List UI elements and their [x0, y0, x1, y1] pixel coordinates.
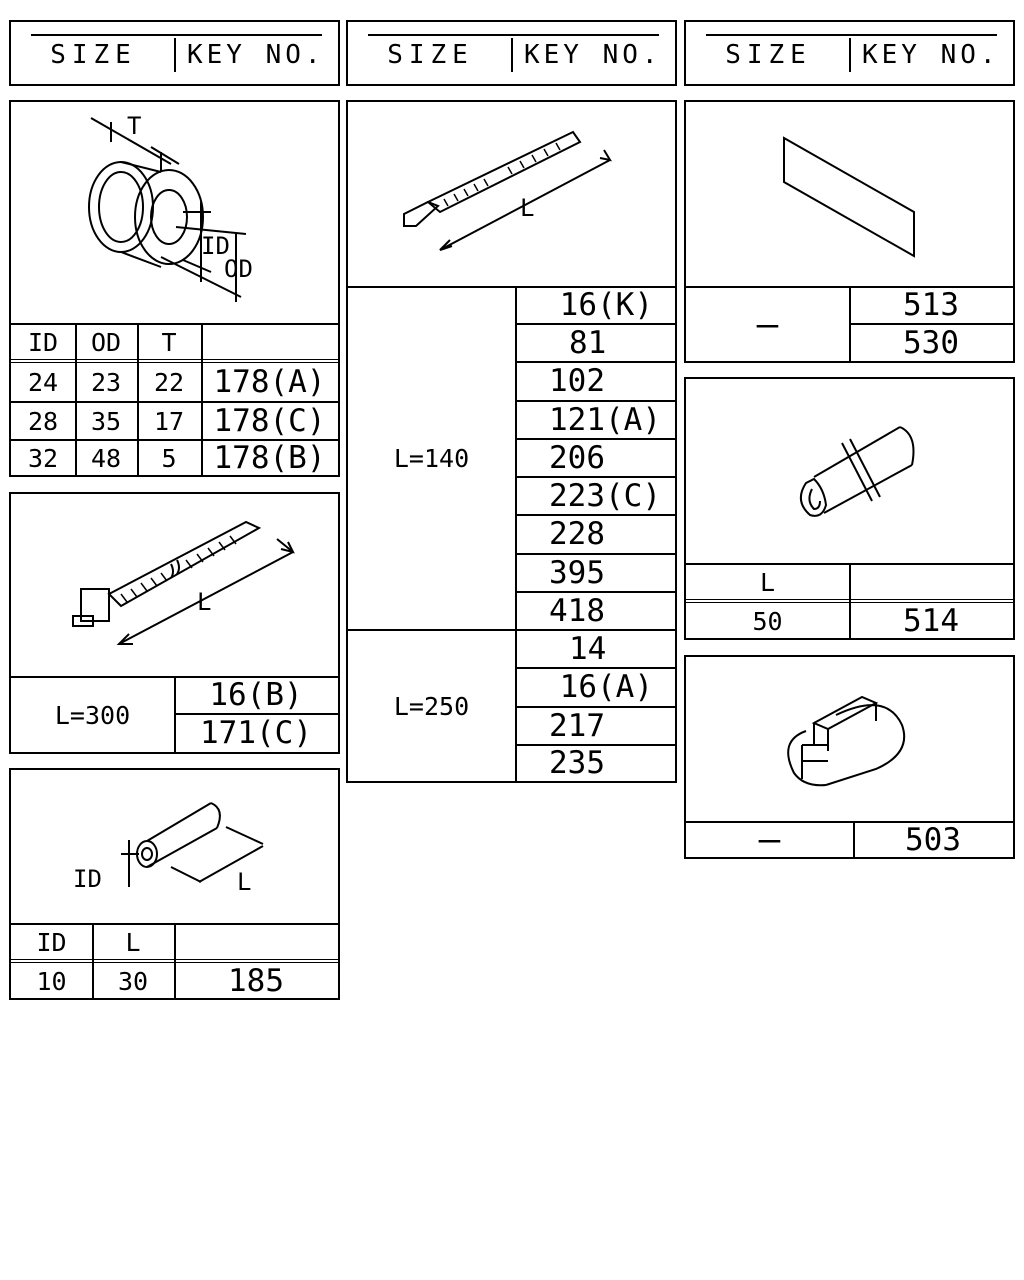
- row-id: 10: [36, 966, 67, 996]
- key-no-label: KEY NO.: [524, 40, 662, 70]
- row-1-key: 178(A): [213, 364, 326, 400]
- size-label: SIZE: [725, 40, 812, 70]
- header-col-1: [9, 20, 340, 86]
- group-250-size: L=250: [393, 691, 470, 721]
- dim-id: ID: [73, 865, 102, 893]
- dim-l: L: [520, 194, 535, 222]
- row-2-t: 17: [153, 406, 185, 436]
- tube-drawing: [11, 770, 338, 924]
- dim-id: ID: [201, 232, 230, 260]
- col-l: L: [759, 567, 776, 597]
- row-2-id: 28: [27, 406, 59, 436]
- header-col-3: [684, 20, 1015, 86]
- tie300-size: L=300: [54, 700, 131, 730]
- trim-key: 514: [903, 602, 959, 639]
- header-col-2: [346, 20, 677, 86]
- edge-trim-drawing: [686, 379, 1013, 563]
- col-id: ID: [27, 327, 59, 357]
- row-1-od: 23: [90, 368, 122, 397]
- key-16a: 16(A): [559, 669, 653, 705]
- row-l: 30: [117, 966, 149, 996]
- row-1-id: 24: [27, 368, 59, 397]
- key-223c: 223(C): [549, 477, 661, 514]
- group-140-size: L=140: [393, 444, 470, 473]
- cable-tie-drawing: [11, 494, 338, 676]
- tube-panel: [9, 768, 340, 1000]
- trim-panel: [684, 377, 1015, 640]
- key-16k: 16(K): [559, 287, 653, 323]
- size-label: SIZE: [387, 40, 474, 70]
- row-1-t: 22: [153, 368, 185, 397]
- dim-l: L: [237, 868, 252, 896]
- row-3-key: 178(B): [213, 439, 326, 476]
- row-2-key: 178(C): [213, 402, 326, 439]
- trim-l: 50: [752, 606, 783, 636]
- tape-panel: [684, 100, 1015, 363]
- row-3-t: 5: [161, 443, 177, 473]
- dim-od: OD: [224, 255, 253, 283]
- grommet-drawing: [11, 102, 338, 322]
- key-217: 217: [549, 707, 605, 744]
- col-od: OD: [90, 327, 122, 357]
- key-418: 418: [549, 592, 605, 629]
- key-235: 235: [549, 745, 605, 781]
- key-81: 81: [569, 324, 607, 361]
- grommet-panel: [9, 100, 340, 477]
- tape-key-1: 513: [903, 287, 959, 323]
- tie300-panel: [9, 492, 340, 754]
- key-395: 395: [549, 554, 605, 591]
- tape-drawing: [686, 102, 1013, 286]
- key-228: 228: [549, 516, 605, 552]
- seal-key: 503: [905, 821, 961, 858]
- key-14: 14: [569, 630, 607, 667]
- col-t: T: [161, 327, 177, 357]
- dim-t: T: [127, 112, 142, 140]
- seal-panel: [684, 655, 1015, 859]
- seal-size: —: [758, 819, 781, 860]
- col-l: L: [125, 927, 141, 957]
- tape-size: —: [756, 303, 779, 345]
- row-3-od: 48: [90, 443, 122, 473]
- key-102: 102: [549, 363, 605, 399]
- key-no-label: KEY NO.: [862, 40, 1000, 70]
- row-2-od: 35: [90, 406, 122, 436]
- tape-key-2: 530: [903, 324, 959, 361]
- size-label: SIZE: [50, 40, 137, 70]
- key-206: 206: [549, 439, 605, 476]
- tie300-key-1: 16(B): [209, 677, 303, 713]
- row-3-id: 32: [27, 443, 59, 473]
- tie-mid-panel: [346, 100, 677, 783]
- key-121a: 121(A): [549, 401, 661, 438]
- dim-l: L: [197, 588, 212, 616]
- cable-tie-drawing: [348, 102, 675, 286]
- seal-drawing: [686, 657, 1013, 821]
- row-key: 185: [228, 962, 284, 999]
- tie300-key-2: 171(C): [200, 715, 312, 751]
- col-id: ID: [36, 927, 67, 957]
- key-no-label: KEY NO.: [187, 40, 325, 70]
